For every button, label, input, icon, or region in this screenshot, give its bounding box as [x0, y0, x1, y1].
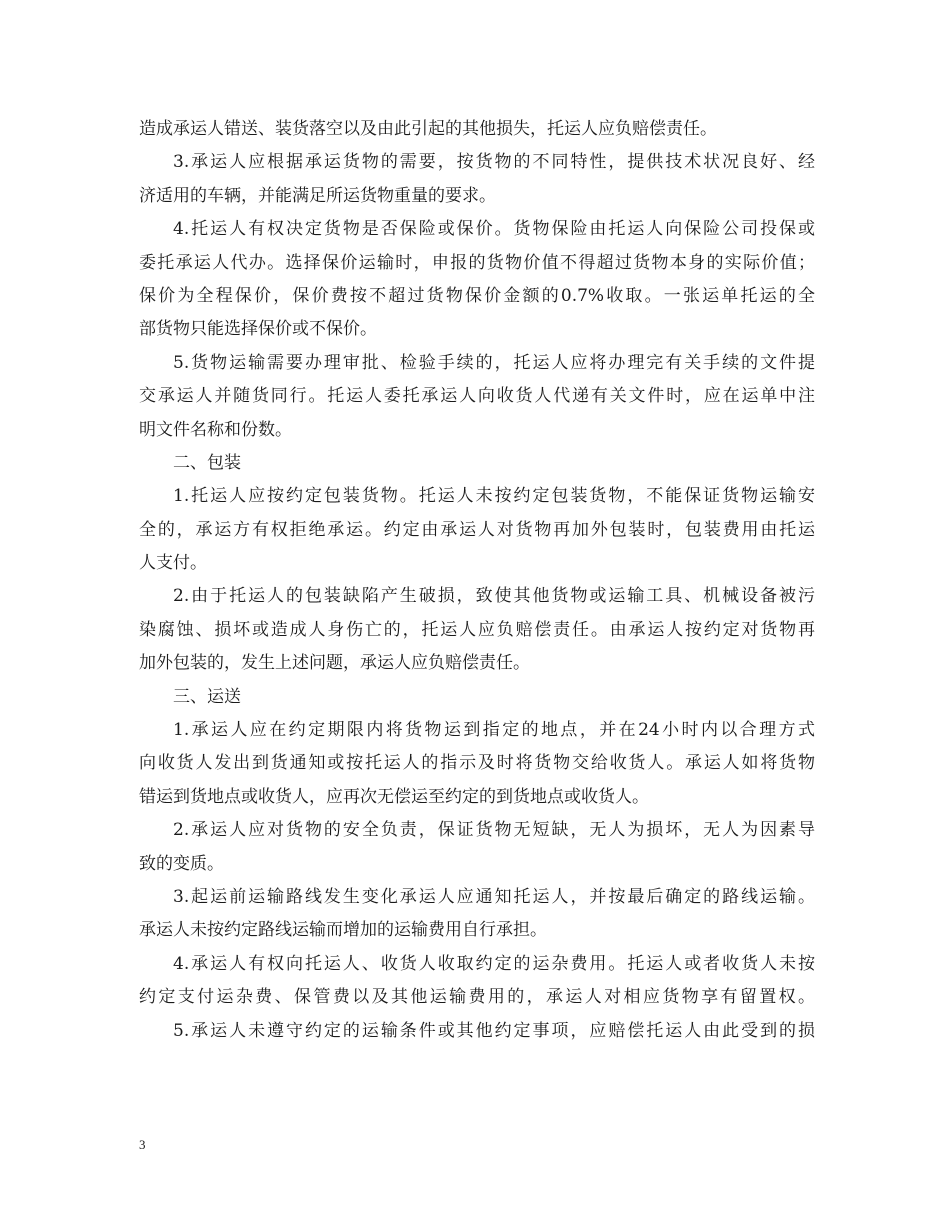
paragraph-line: 5.承运人未遵守约定的运输条件或其他约定事项，应赔偿托运人由此受到的损: [173, 1020, 815, 1041]
paragraph-line: 向收货人发出到货通知或按托运人的指示及时将货物交给收货人。承运人如将货物: [139, 753, 815, 774]
paragraph-line: 人支付。: [139, 553, 207, 574]
paragraph-line: 3.承运人应根据承运货物的需要，按货物的不同特性，提供技术状况良好、经: [173, 152, 815, 173]
document-body: [139, 113, 815, 1048]
paragraph-line: 2.承运人应对货物的安全负责，保证货物无短缺，无人为损坏，无人为因素导: [173, 820, 815, 841]
paragraph-line: 4.承运人有权向托运人、收货人收取约定的运杂费用。托运人或者收货人未按: [173, 953, 815, 974]
paragraph-line: 3.起运前运输路线发生变化承运人应通知托运人，并按最后确定的路线运输。: [173, 886, 815, 907]
page-number: 3: [139, 1137, 146, 1152]
section-heading: 二、包装: [173, 452, 241, 473]
paragraph-line: 5.货物运输需要办理审批、检验手续的，托运人应将办理完有关手续的文件提: [173, 352, 815, 373]
paragraph-line: 约定支付运杂费、保管费以及其他运输费用的，承运人对相应货物享有留置权。: [139, 987, 815, 1008]
paragraph-line: 造成承运人错送、装货落空以及由此引起的其他损失，托运人应负赔偿责任。: [139, 119, 717, 139]
paragraph-line: 全的，承运方有权拒绝承运。约定由承运人对货物再加外包装时，包装费用由托运: [139, 519, 815, 540]
paragraph-line: 交承运人并随货同行。托运人委托承运人向收货人代递有关文件时，应在运单中注: [139, 386, 815, 407]
paragraph-line: 染腐蚀、损坏或造成人身伤亡的，托运人应负赔偿责任。由承运人按约定对货物再: [139, 619, 815, 640]
paragraph-line: 保价为全程保价，保价费按不超过货物保价金额的0.7%收取。一张运单托运的全: [139, 285, 815, 306]
paragraph-line: 部货物只能选择保价或不保价。: [139, 319, 377, 340]
paragraph-line: 致的变质。: [139, 853, 224, 874]
paragraph-line: 错运到货地点或收货人，应再次无偿运至约定的到货地点或收货人。: [139, 786, 649, 807]
section-heading: 三、运送: [173, 686, 241, 707]
paragraph-line: 明文件名称和份数。: [139, 419, 292, 440]
paragraph-line: 2.由于托运人的包装缺陷产生破损，致使其他货物或运输工具、机械设备被污: [173, 586, 815, 607]
paragraph-line: 1.承运人应在约定期限内将货物运到指定的地点，并在24小时内以合理方式: [173, 720, 815, 741]
paragraph-line: 1.托运人应按约定包装货物。托运人未按约定包装货物，不能保证货物运输安: [173, 486, 815, 507]
paragraph-line: 4.托运人有权决定货物是否保险或保价。货物保险由托运人向保险公司投保或: [173, 219, 815, 240]
paragraph-line: 加外包装的，发生上述问题，承运人应负赔偿责任。: [139, 653, 530, 674]
paragraph-line: 济适用的车辆，并能满足所运货物重量的要求。: [139, 185, 496, 206]
paragraph-line: 承运人未按约定路线运输而增加的运输费用自行承担。: [139, 920, 547, 941]
paragraph-line: 委托承运人代办。选择保价运输时，申报的货物价值不得超过货物本身的实际价值；: [139, 252, 815, 273]
